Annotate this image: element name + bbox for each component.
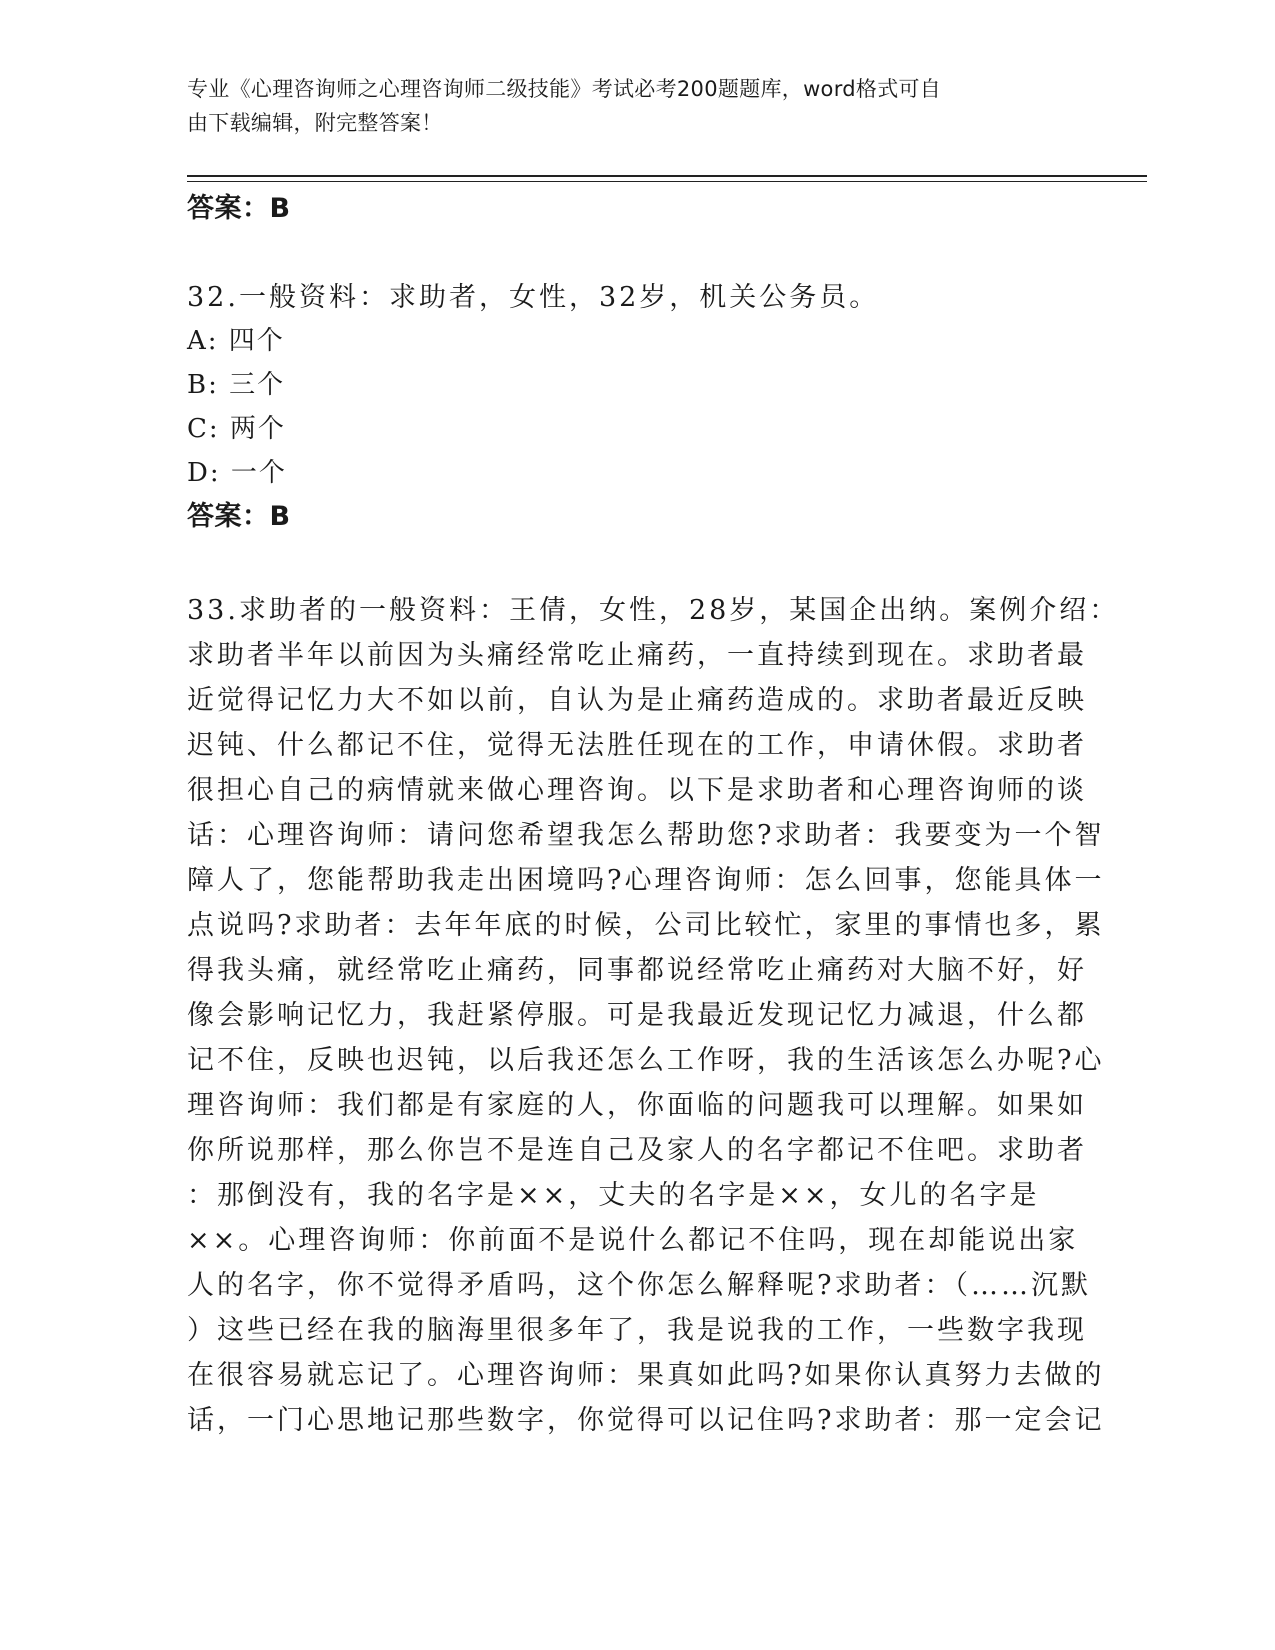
question-32-option-b: B: 三个	[187, 370, 286, 400]
question-33-line: 在很容易就忘记了。心理咨询师：果真如此吗?如果你认真努力去做的	[187, 1360, 1105, 1391]
question-33-line: ××。心理咨询师：你前面不是说什么都记不住吗，现在却能说出家	[187, 1225, 1079, 1256]
question-33-text	[187, 588, 1120, 1443]
question-33-line: 点说吗?求助者：去年年底的时候，公司比较忙，家里的事情也多，累	[187, 910, 1105, 941]
header-rule-thin	[187, 181, 1147, 182]
question-33-line: 得我头痛，就经常吃止痛药，同事都说经常吃止痛药对大脑不好，好	[187, 955, 1087, 986]
question-33-line: 迟钝、什么都记不住，觉得无法胜任现在的工作，申请休假。求助者	[187, 730, 1087, 761]
document-header	[187, 72, 1067, 140]
question-33-line: 话，一门心思地记那些数字，你觉得可以记住吗?求助者：那一定会记	[187, 1405, 1105, 1436]
question-33-line: 记不住，反映也迟钝，以后我还怎么工作呀，我的生活该怎么办呢?心	[187, 1045, 1105, 1076]
question-33-line: 近觉得记忆力大不如以前，自认为是止痛药造成的。求助者最近反映	[187, 685, 1087, 716]
question-32-stem: 32.一般资料：求助者，女性，32岁，机关公务员。	[187, 282, 880, 313]
header-line-1: 专业《心理咨询师之心理咨询师二级技能》考试必考200题题库，word格式可自	[187, 77, 942, 101]
question-33-line: 人的名字，你不觉得矛盾吗，这个你怎么解释呢?求助者：（……沉默	[187, 1270, 1091, 1301]
question-32-option-d: D: 一个	[187, 458, 287, 488]
answer-previous: 答案：B	[187, 193, 291, 224]
question-33-line: 你所说那样，那么你岂不是连自己及家人的名字都记不住吧。求助者	[187, 1135, 1087, 1166]
question-33-line: 很担心自己的病情就来做心理咨询。以下是求助者和心理咨询师的谈	[187, 775, 1087, 806]
question-33-line: ：那倒没有，我的名字是××，丈夫的名字是××，女儿的名字是	[187, 1180, 1040, 1211]
question-32-option-a: A: 四个	[187, 326, 285, 356]
header-line-2: 由下载编辑，附完整答案！	[187, 111, 443, 135]
question-33-line: 求助者半年以前因为头痛经常吃止痛药，一直持续到现在。求助者最	[187, 640, 1087, 671]
question-33-line: 障人了，您能帮助我走出困境吗?心理咨询师：怎么回事，您能具体一	[187, 865, 1105, 896]
question-33-line: 33.求助者的一般资料：王倩，女性，28岁，某国企出纳。案例介绍：	[187, 595, 1120, 626]
question-33-line: 话：心理咨询师：请问您希望我怎么帮助您?求助者：我要变为一个智	[187, 820, 1105, 851]
question-33-line: 理咨询师：我们都是有家庭的人，你面临的问题我可以理解。如果如	[187, 1090, 1087, 1121]
question-33-line: ）这些已经在我的脑海里很多年了，我是说我的工作，一些数字我现	[187, 1315, 1087, 1346]
header-rule-thick	[187, 175, 1147, 177]
question-33-line: 像会影响记忆力，我赶紧停服。可是我最近发现记忆力减退，什么都	[187, 1000, 1087, 1031]
question-32-answer: 答案：B	[187, 501, 291, 532]
question-32-option-c: C: 两个	[187, 414, 286, 444]
